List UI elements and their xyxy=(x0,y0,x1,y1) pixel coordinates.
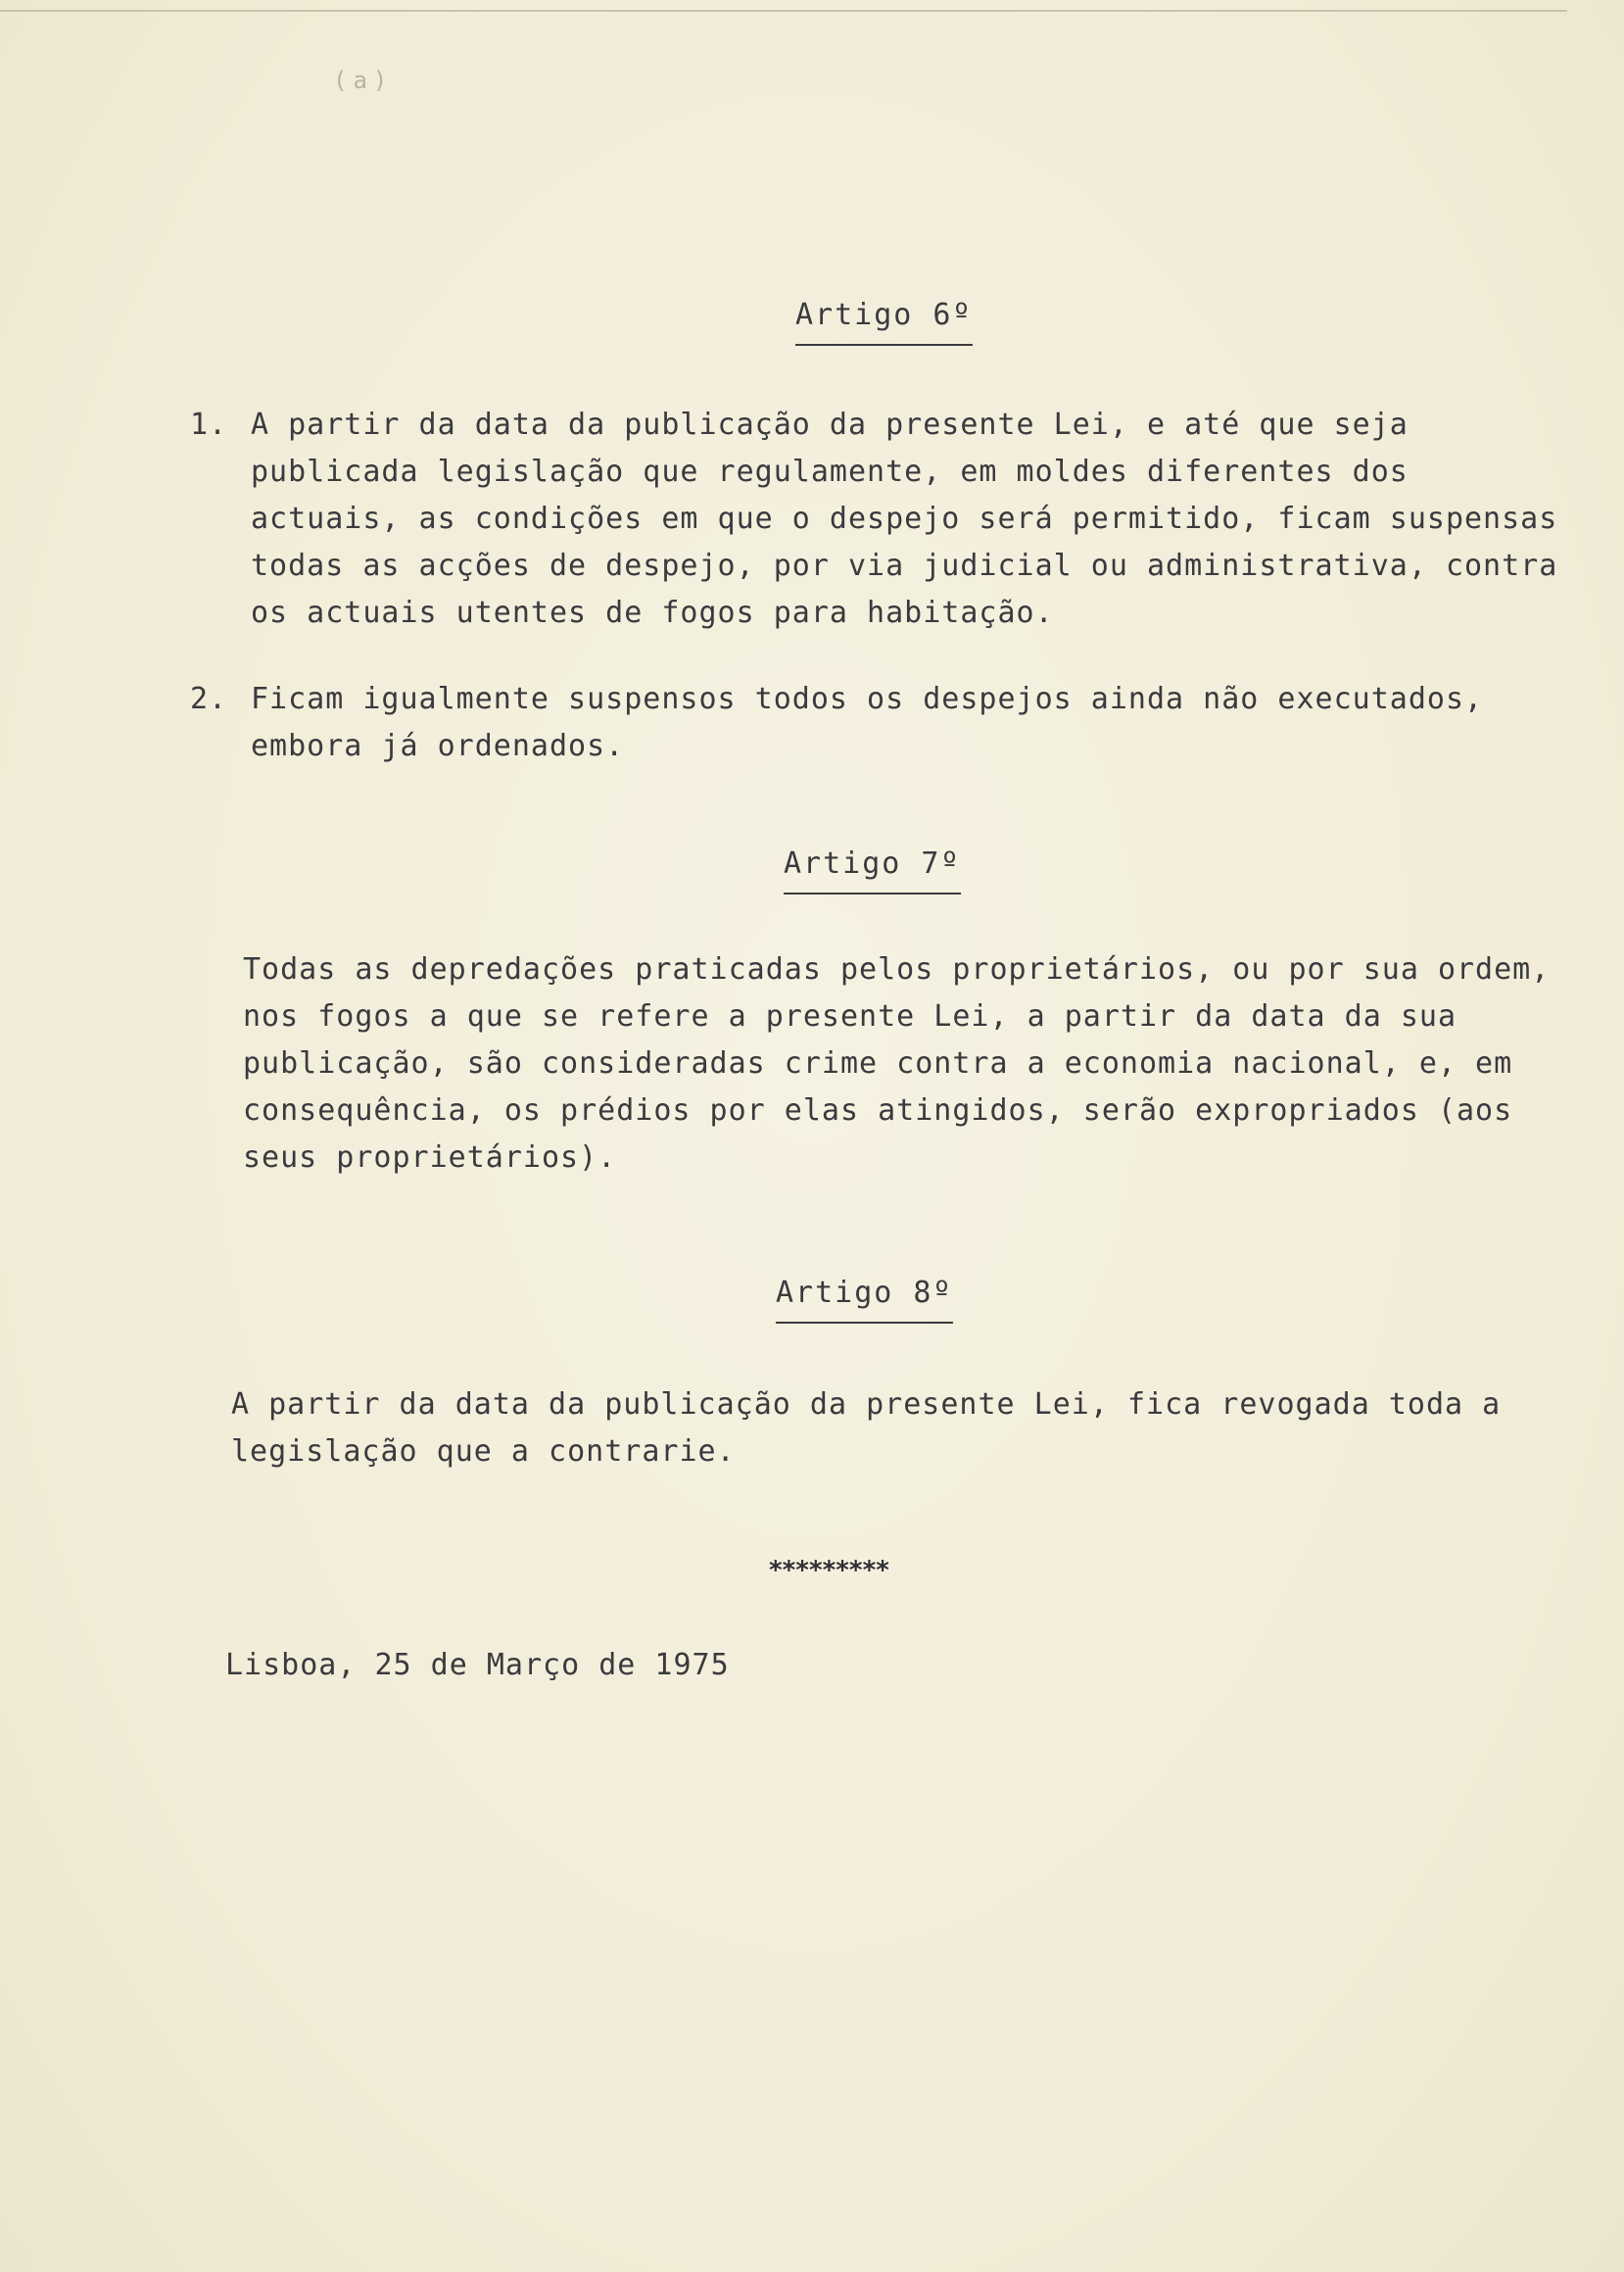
article-7-underline xyxy=(784,893,961,894)
article-6-paragraph-1-text: A partir da data da publicação da presente Lei, e até que seja publicada legislação que regulamente, em moldes diferentes dos actuais, as condições em que o despejo será permitido, ficam suspensas todas as acções de despejo, por via judicial ou administrativa, contra os actuais utentes de fogos para habitação. xyxy=(251,408,1558,630)
article-6-paragraph-1-number: 1. xyxy=(190,408,228,442)
article-7-paragraph xyxy=(243,946,1575,1182)
top-edge-rule xyxy=(0,10,1567,12)
article-6-heading xyxy=(795,298,973,346)
article-7-paragraph-text: Todas as depredações praticadas pelos proprietários, ou por sua ordem, nos fogos a que se refere a presente Lei, a partir da data da sua publicação, são consideradas crime contra a economia nacional, e, em consequência, os prédios por elas atingidos, serão expropriados (aos seus proprietários). xyxy=(243,952,1551,1175)
article-8-paragraph-text: A partir da data da publicação da presente Lei, fica revogada toda a legislação que a contrarie. xyxy=(231,1387,1502,1469)
section-separator: ********* xyxy=(768,1556,888,1585)
faded-margin-label: (a) xyxy=(333,67,394,94)
article-6-paragraph-2-number: 2. xyxy=(190,682,228,716)
article-7-heading xyxy=(784,846,961,894)
article-8-underline xyxy=(776,1322,953,1324)
article-6-heading-text: Artigo 6º xyxy=(795,298,973,332)
article-6-underline xyxy=(795,344,973,346)
article-7-heading-text: Artigo 7º xyxy=(784,846,961,881)
article-6-paragraph-2 xyxy=(190,676,1563,770)
article-8-paragraph xyxy=(231,1381,1563,1475)
article-6-paragraph-1 xyxy=(190,402,1563,637)
article-8-heading-text: Artigo 8º xyxy=(776,1276,953,1310)
place-and-date: Lisboa, 25 de Março de 1975 xyxy=(225,1648,730,1682)
article-8-heading xyxy=(776,1276,953,1324)
article-6-paragraph-2-text: Ficam igualmente suspensos todos os despejos ainda não executados, embora já ordenados. xyxy=(251,682,1484,763)
